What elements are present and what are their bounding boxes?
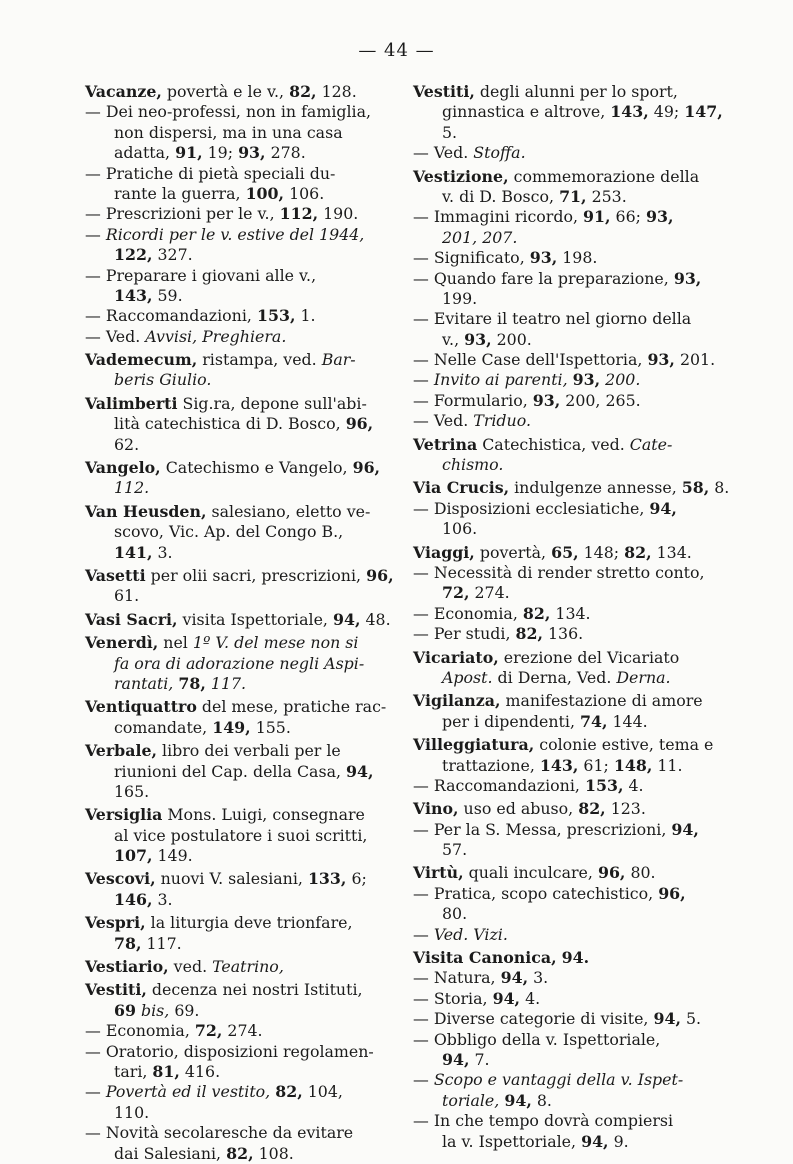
index-subentry-line: — Immagini ricordo, 91, 66; 93, [413,207,674,227]
index-continuation-line: 107, 149. [114,846,193,866]
index-entry-headword-line: Vestiti, degli alunni per lo sport, [413,82,678,101]
index-subentry-line: — Novità secolaresche da evitare [85,1123,354,1143]
index-entry-headword-line: Venerdì, nel 1º V. del mese non si [85,633,359,653]
index-entry-headword-line: Via Crucis, indulgenze annesse, 58, 8. [413,478,730,498]
index-continuation-line: comandate, 149, 155. [114,717,291,737]
index-entry-headword-line: Virtù, quali inculcare, 96, 80. [413,863,656,883]
index-entry-headword-line: Vestizione, commemorazione della [413,166,700,186]
index-subentry-line: — Ved. Vizi. [413,924,508,944]
index-continuation-line: lità catechistica di D. Bosco, 96, [114,414,374,434]
index-subentry-line: — Natura, 94, 3. [413,968,549,988]
index-continuation-line: 201, 207. [442,227,518,247]
index-continuation-line: 146, 3. [114,889,173,909]
index-continuation-line: beris Giulio. [114,370,212,390]
index-continuation-line: riunioni del Cap. della Casa, 94, [114,761,374,781]
index-subentry-line: — Ved. Triduo. [413,411,531,431]
index-subentry-line: — Storia, 94, 4. [413,988,541,1008]
index-continuation-line: 112. [114,478,150,498]
index-column-right [413,82,730,1152]
index-continuation-line: per i dipendenti, 74, 144. [442,711,648,731]
index-entry-headword-line: Vino, uso ed abuso, 82, 123. [413,799,646,819]
index-entry-headword-line: Vigilanza, manifestazione di amore [413,691,703,711]
index-subentry-line: — Nelle Case dell'Ispettoria, 93, 201. [413,350,716,370]
index-continuation-line: rantati, 78, 117. [114,673,247,693]
index-subentry-line: — Povertà ed il vestito, 82, 104, [85,1082,343,1102]
index-continuation-line: toriale, 94, 8. [442,1090,552,1110]
index-continuation-line: 62. [114,434,140,454]
index-continuation-line: scovo, Vic. Ap. del Congo B., [114,522,344,542]
index-continuation-line: 72, 274. [442,583,510,603]
index-continuation-line: adatta, 91, 19; 93, 278. [114,143,306,163]
index-subentry-line: — Economia, 82, 134. [413,603,591,623]
index-subentry-line: — Ved. Stoffa. [413,143,526,163]
index-continuation-line: trattazione, 143, 61; 148, 11. [442,755,683,775]
index-continuation-line: 5. [442,122,458,142]
index-entry-headword-line: Visita Canonica, 94. [413,948,590,968]
page-number: — 44 — [358,40,435,61]
index-continuation-line: al vice postulatore i suoi scritti, [114,825,368,845]
index-continuation-line: 110. [114,1102,150,1122]
index-continuation-line: 80. [442,904,468,924]
index-entry-headword-line: Vestiario, ved. Teatrino, [85,957,284,977]
index-subentry-line: — Formulario, 93, 200, 265. [413,390,641,410]
index-continuation-line: 165. [114,781,150,801]
index-entry-headword-line: Van Heusden, salesiano, eletto ve- [85,501,371,521]
index-entry-headword-line: Villeggiatura, colonie estive, tema e [413,735,714,755]
index-subentry-line: — Ved. Avvisi, Preghiera. [85,326,287,346]
index-subentry-line: — Raccomandazioni, 153, 1. [85,306,316,326]
index-continuation-line: Apost. di Derna, Ved. Derna. [442,667,671,687]
index-subentry-line: — Per la S. Messa, prescrizioni, 94, [413,819,699,839]
index-entry-headword-line: Vespri, la liturgia deve trionfare, [85,913,353,933]
index-entry-headword-line: Vasi Sacri, visita Ispettoriale, 94, 48. [85,609,391,629]
index-subentry-line: — Economia, 72, 274. [85,1021,263,1041]
index-subentry-line: — Pratica, scopo catechistico, 96, [413,883,686,903]
index-continuation-line: v., 93, 200. [442,329,532,349]
index-continuation-line: 57. [442,840,468,860]
index-subentry-line: — Necessità di render stretto conto, [413,562,705,582]
index-subentry-line: — In che tempo dovrà compiersi [413,1111,674,1131]
index-entry-headword-line: Versiglia Mons. Luigi, consegnare [85,805,365,825]
index-entry-headword-line: Vicariato, erezione del Vicariato [413,647,680,667]
index-continuation-line: 199. [442,288,478,308]
index-subentry-line: — Diverse categorie di visite, 94, 5. [413,1009,702,1029]
index-subentry-line: — Invito ai parenti, 93, 200. [413,370,641,390]
index-continuation-line: la v. Ispettoriale, 94, 9. [442,1131,629,1151]
index-continuation-line: chismo. [442,455,504,475]
index-subentry-line: — Pratiche di pietà speciali du- [85,163,336,183]
index-entry-headword-line: Vangelo, Catechismo e Vangelo, 96, [85,458,381,478]
index-continuation-line: 122, 327. [114,245,193,265]
index-continuation-line: 94, 7. [442,1049,490,1069]
index-continuation-line: dai Salesiani, 82, 108. [114,1143,294,1163]
index-subentry-line: — Scopo e vantaggi della v. Ispet- [413,1070,684,1090]
index-subentry-line: — Prescrizioni per le v., 112, 190. [85,204,359,224]
index-column-left [85,82,394,1164]
index-subentry-line: — Ricordi per le v. estive del 1944, [85,224,365,244]
index-continuation-line: fa ora di adorazione negli Aspi- [114,653,365,673]
index-subentry-line: — Per studi, 82, 136. [413,624,584,644]
index-continuation-line: tari, 81, 416. [114,1061,221,1081]
index-subentry-line: — Significato, 93, 198. [413,248,598,268]
index-entry-headword-line: Vestiti, decenza nei nostri Istituti, [85,980,363,1000]
index-continuation-line: 143, 59. [114,285,183,305]
index-entry-headword-line: Vademecum, ristampa, ved. Bar- [85,350,356,370]
index-continuation-line: 78, 117. [114,933,182,953]
index-continuation-line: ginnastica e altrove, 143, 49; 147, [442,102,723,122]
index-subentry-line: — Evitare il teatro nel giorno della [413,309,692,329]
index-subentry-line: — Obbligo della v. Ispettoriale, [413,1029,661,1049]
index-entry-headword-line: Vasetti per olii sacri, prescrizioni, 96, [85,565,394,585]
index-entry-headword-line: Vacanze, povertà e le v., 82, 128. [85,82,357,101]
index-entry-headword-line: Verbale, libro dei verbali per le [85,741,341,761]
index-continuation-line: 106. [442,519,478,539]
index-subentry-line: — Dei neo-professi, non in famiglia, [85,102,372,122]
index-continuation-line: 69 bis, 69. [114,1000,200,1020]
index-continuation-line: 61. [114,586,140,606]
index-entry-headword-line: Valimberti Sig.ra, depone sull'abi- [85,393,367,413]
index-subentry-line: — Disposizioni ecclesiatiche, 94, [413,498,677,518]
index-entry-headword-line: Viaggi, povertà, 65, 148; 82, 134. [413,542,692,562]
index-subentry-line: — Oratorio, disposizioni regolamen- [85,1041,374,1061]
index-subentry-line: — Preparare i giovani alle v., [85,265,317,285]
index-subentry-line: — Raccomandazioni, 153, 4. [413,775,644,795]
index-continuation-line: v. di D. Bosco, 71, 253. [442,186,627,206]
index-entry-headword-line: Vetrina Catechistica, ved. Cate- [413,434,673,454]
index-continuation-line: 141, 3. [114,542,173,562]
index-entry-headword-line: Ventiquattro del mese, pratiche rac- [85,697,387,717]
index-continuation-line: rante la guerra, 100, 106. [114,183,325,203]
index-entry-headword-line: Vescovi, nuovi V. salesiani, 133, 6; [85,869,367,889]
index-subentry-line: — Quando fare la preparazione, 93, [413,268,702,288]
index-continuation-line: non dispersi, ma in una casa [114,122,343,142]
